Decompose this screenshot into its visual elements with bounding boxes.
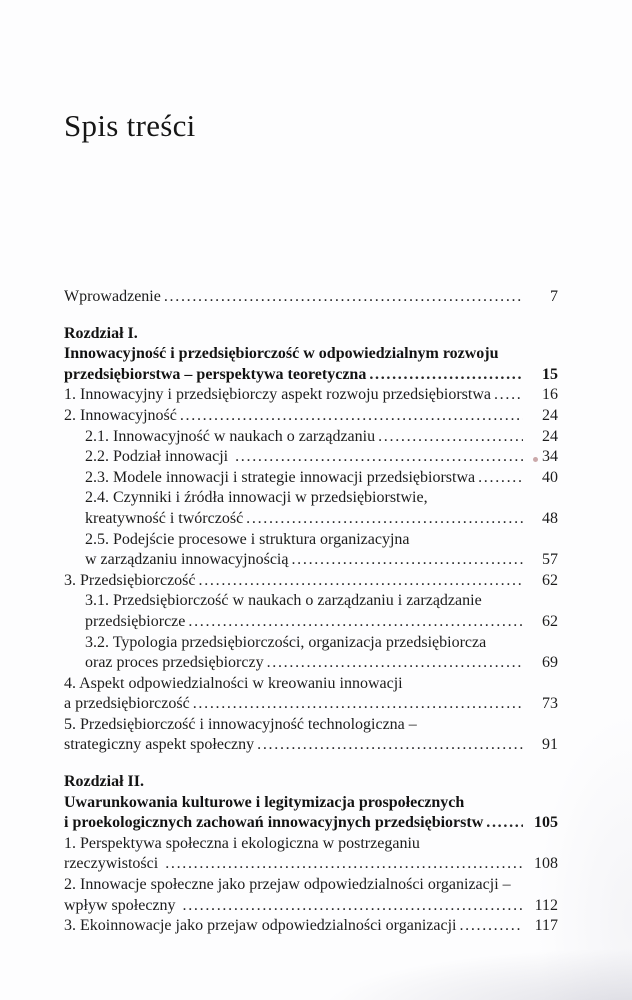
dot-leader [162, 854, 523, 875]
page-number: 62 [542, 571, 558, 589]
page-number: 34 [542, 448, 558, 466]
toc-entry-line [64, 674, 558, 695]
entry-text: 3.1. Przedsiębiorczość w naukach o zarządzaniu i zarządzanie [85, 592, 482, 610]
entry-text: 2. Innowacyjność [64, 406, 177, 424]
entry-text: 3. Przedsiębiorczość [64, 571, 196, 589]
entry-text: Rozdział II. [64, 773, 144, 791]
toc-entry-line [64, 694, 558, 715]
toc-entry-line [64, 591, 558, 612]
page-number: 15 [542, 365, 558, 383]
page-number: 16 [542, 386, 558, 404]
page-number: 24 [542, 406, 558, 424]
entry-text: i proekologicznych zachowań innowacyjnych przedsiębiorstw [64, 814, 484, 832]
toc-entry-line [64, 633, 558, 654]
toc-entry-line [64, 324, 558, 345]
entry-text: 2. Innowacje społeczne jako przejaw odpowiedzialności organizacji – [64, 876, 511, 894]
entry-text: 2.5. Podejście procesowe i struktura organizacyjna [85, 530, 410, 548]
toc-entry-line [64, 427, 558, 448]
entry-text: przedsiębiorcze [85, 612, 186, 630]
page-number: 117 [534, 917, 558, 935]
toc-entry-line [64, 287, 558, 308]
page-title: Spis treści [64, 108, 196, 143]
entry-text: 2.1. Innowacyjność w naukach o zarządzaniu [85, 427, 376, 445]
dot-leader [456, 916, 523, 937]
dot-leader [288, 550, 523, 571]
toc-entry-line [64, 530, 558, 551]
toc-entry-line [64, 916, 558, 937]
entry-text: kreatywność i twórczość [85, 509, 244, 527]
dot-leader [185, 612, 523, 633]
page-number: 73 [542, 695, 558, 713]
entry-text: oraz proces przedsiębiorczy [85, 654, 264, 672]
entry-text: Rozdział I. [64, 324, 138, 342]
page-number: 24 [542, 427, 558, 445]
toc-entry-line [64, 772, 558, 793]
page-number: 62 [542, 612, 558, 630]
toc-entry-line [64, 854, 558, 875]
entry-text: przedsiębiorstwa – perspektywa teoretyczna [64, 365, 367, 383]
dot-leader [483, 813, 523, 834]
page-number: 69 [542, 654, 558, 672]
entry-text: Innowacyjność i przedsiębiorczość w odpowiedzialnym rozwoju [64, 345, 499, 363]
dot-leader [254, 735, 523, 756]
entry-text: 1. Innowacyjny i przedsiębiorczy aspekt rozwoju przedsiębiorstwa [64, 386, 491, 404]
toc-entry-line [64, 406, 558, 427]
entry-text: 3. Ekoinnowacje jako przejaw odpowiedzialności organizacji [64, 917, 457, 935]
dot-leader [190, 694, 523, 715]
page-number: 105 [534, 814, 558, 832]
dot-leader [180, 896, 523, 917]
scan-speck [533, 457, 538, 462]
dot-leader [177, 406, 523, 427]
entry-text: 2.2. Podział innowacji [85, 448, 233, 466]
toc-entry-line [64, 653, 558, 674]
toc-group-2 [64, 324, 558, 756]
toc-entry-line [64, 834, 558, 855]
dot-leader [264, 653, 523, 674]
entry-text: strategiczny aspekt społeczny [64, 736, 255, 754]
toc-entry-line [64, 385, 558, 406]
entry-text: 5. Przedsiębiorczość i innowacyjność technologiczna – [64, 715, 417, 733]
toc-entry-line [64, 447, 558, 468]
toc-entry-line [64, 550, 558, 571]
dot-leader [366, 365, 523, 386]
entry-text: Wprowadzenie [64, 288, 161, 305]
toc-group-3 [64, 772, 558, 937]
toc-entry-line [64, 571, 558, 592]
toc-entry-line [64, 735, 558, 756]
entry-text: Uwarunkowania kulturowe i legitymizacja prospołecznych [64, 793, 465, 811]
dot-leader [243, 509, 523, 530]
dot-leader [196, 571, 523, 592]
page-number: 40 [542, 468, 558, 486]
page-number: 57 [542, 551, 558, 569]
entry-text: rzeczywistości [64, 855, 163, 873]
toc-entry-line [64, 488, 558, 509]
toc-group-1 [64, 287, 558, 308]
toc-entry-line [64, 468, 558, 489]
entry-text: wpływ społeczny [64, 896, 180, 914]
toc-entry-line [64, 365, 558, 386]
dot-leader [491, 385, 523, 406]
toc-entry-line [64, 875, 558, 896]
entry-text: 3.2. Typologia przedsiębiorczości, organizacja przedsiębiorcza [85, 633, 487, 651]
toc-entry-line [64, 813, 558, 834]
toc-entry-line [64, 793, 558, 814]
entry-text: w zarządzaniu innowacyjnością [85, 551, 289, 569]
entry-text: 2.3. Modele innowacji i strategie innowacji przedsiębiorstwa [85, 468, 476, 486]
toc-entry-line [64, 344, 558, 365]
dot-leader [475, 468, 523, 489]
table-of-contents [64, 287, 558, 937]
toc-entry-line [64, 896, 558, 917]
page-number: 48 [542, 509, 558, 527]
entry-text: 4. Aspekt odpowiedzialności w kreowaniu innowacji [64, 674, 403, 692]
page-number: 112 [534, 896, 558, 914]
page-number: 108 [534, 855, 558, 873]
entry-text: 2.4. Czynniki i źródła innowacji w przedsiębiorstwie, [85, 489, 428, 507]
toc-entry-line [64, 715, 558, 736]
page-number: 7 [550, 288, 558, 305]
page-number: 91 [542, 736, 558, 754]
toc-entry-line [64, 509, 558, 530]
dot-leader [375, 427, 523, 448]
dot-leader [232, 447, 523, 468]
entry-text: 1. Perspektywa społeczna i ekologiczna w postrzeganiu [64, 834, 420, 852]
toc-entry-line [64, 612, 558, 633]
entry-text: a przedsiębiorczość [64, 695, 190, 713]
dot-leader [161, 287, 523, 308]
